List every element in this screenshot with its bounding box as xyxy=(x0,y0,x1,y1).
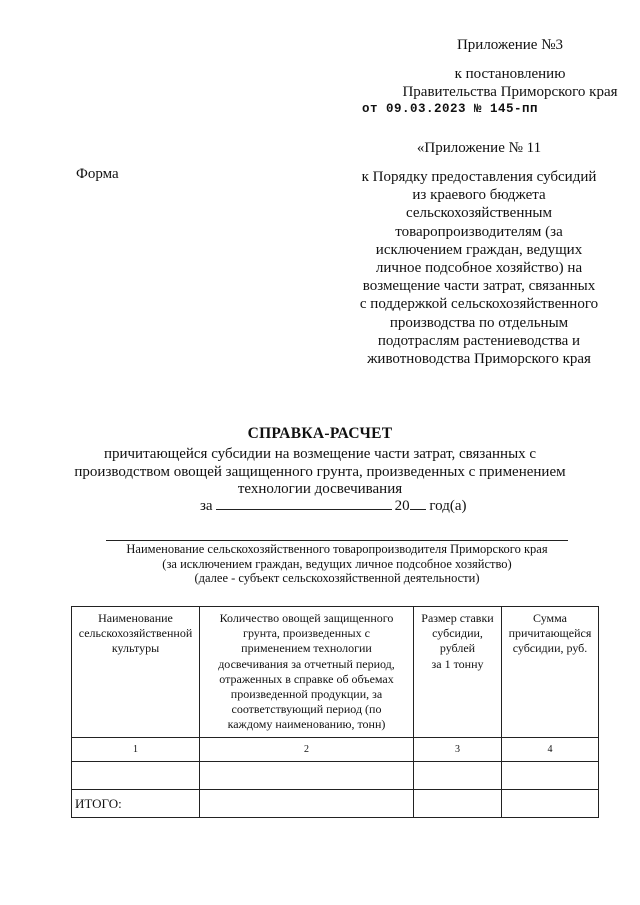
producer-name-line[interactable] xyxy=(106,540,568,541)
period-suffix: год(а) xyxy=(429,498,467,514)
appendix11-line: возмещение части затрат, связанных xyxy=(362,278,596,295)
appendix11-line: личное подсобное хозяйство) на xyxy=(375,260,583,277)
table-cell[interactable] xyxy=(200,762,414,790)
table-cell[interactable] xyxy=(414,790,502,818)
document-title: СПРАВКА-РАСЧЕТ xyxy=(247,425,393,442)
column-number: 2 xyxy=(200,738,414,762)
producer-caption xyxy=(100,542,574,586)
caption-line: (далее - субъект сельскохозяйственной деятельности) xyxy=(194,571,480,586)
document-subtitle xyxy=(60,446,580,499)
subtitle-line: причитающейся субсидии на возмещение части затрат, связанных с xyxy=(103,446,537,462)
period-year-prefix: 20 xyxy=(394,498,410,514)
appendix11-line: к Порядку предоставления субсидий xyxy=(361,169,597,185)
header-vegetable-quantity: Количество овощей защищенного грунта, произведенных с применением технологии досвечивания за отчетный период, отраженных в справке об объемах произведенной продукции, за соответствующий период (по каждому наименованию, тонн) xyxy=(200,607,414,738)
appendix11-line: с поддержкой сельскохозяйственного xyxy=(359,296,599,313)
appendix11-line: сельскохозяйственным xyxy=(406,205,552,222)
table-row xyxy=(72,762,599,790)
table-cell[interactable] xyxy=(502,790,599,818)
period-blank[interactable] xyxy=(216,497,392,510)
appendix11-line: исключением граждан, ведущих xyxy=(375,241,583,258)
appendix11-line: животноводства Приморского края xyxy=(367,351,591,368)
appendix11-line: из краевого бюджета xyxy=(412,187,546,204)
total-label: ИТОГО: xyxy=(72,790,200,818)
table-cell[interactable] xyxy=(502,762,599,790)
appendix3-to-resolution: к постановлению xyxy=(454,66,566,82)
year-blank[interactable] xyxy=(410,497,426,510)
column-number: 4 xyxy=(502,738,599,762)
column-number: 3 xyxy=(414,738,502,762)
appendix11-line: производства по отдельным xyxy=(389,314,569,331)
caption-line: Наименование сельскохозяйственного товаропроизводителя Приморского края xyxy=(126,542,548,556)
total-row xyxy=(72,790,599,818)
column-number-row xyxy=(72,738,599,762)
appendix11-title: «Приложение № 11 xyxy=(416,140,542,156)
appendix3-government: Правительства Приморского края xyxy=(402,84,618,100)
subtitle-line: технологии досвечивания xyxy=(237,481,403,497)
appendix3-block xyxy=(400,36,620,101)
appendix11-block xyxy=(350,139,608,368)
table-cell[interactable] xyxy=(72,762,200,790)
table-cell[interactable] xyxy=(200,790,414,818)
period-prefix: за xyxy=(200,498,213,514)
header-crop-name: Наименование сельскохозяйственной культуры xyxy=(72,607,200,738)
reporting-period xyxy=(200,497,466,515)
registration-stamp: от 09.03.2023 № 145-пп xyxy=(362,102,539,116)
subtitle-line: производством овощей защищенного грунта, произведенных с применением xyxy=(74,463,566,480)
appendix11-line: товаропроизводителям (за xyxy=(395,223,563,240)
appendix11-line: подотраслям растениеводства и xyxy=(377,332,581,349)
header-subsidy-amount: Сумма причитающейся субсидии, руб. xyxy=(502,607,599,738)
form-label: Форма xyxy=(76,166,119,182)
column-number: 1 xyxy=(72,738,200,762)
header-subsidy-rate: Размер ставки субсидии, рублей за 1 тонну xyxy=(414,607,502,738)
caption-line: (за исключением граждан, ведущих личное подсобное хозяйство) xyxy=(162,556,512,571)
appendix3-title: Приложение №3 xyxy=(456,37,564,53)
table-header-row xyxy=(72,607,599,738)
calculation-table xyxy=(71,606,599,818)
table-cell[interactable] xyxy=(414,762,502,790)
